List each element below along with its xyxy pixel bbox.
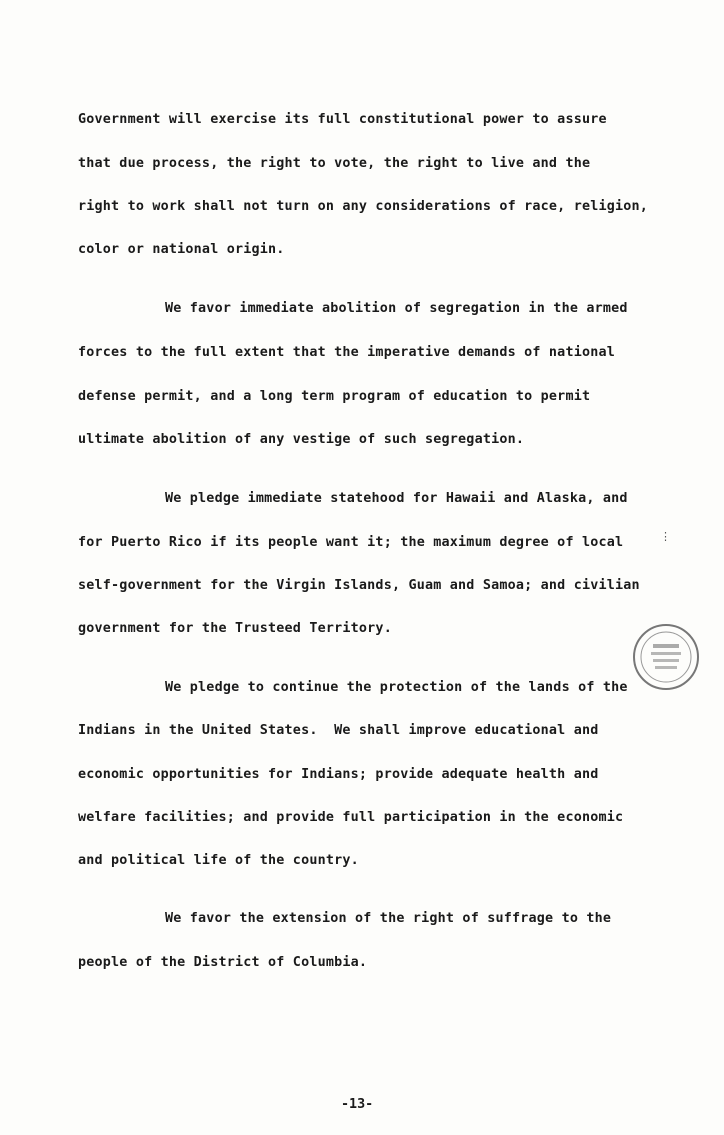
paragraph-3-line-4: government for the Trusteed Territory. — [78, 621, 392, 636]
paragraph-4-line-2: Indians in the United States. We shall improve educational and — [78, 723, 599, 738]
paragraph-1-line-1: Government will exercise its full constitutional power to assure — [78, 112, 607, 127]
paragraph-3-line-2: for Puerto Rico if its people want it; the maximum degree of local — [78, 535, 624, 550]
paragraph-1-line-4: color or national origin. — [78, 242, 285, 257]
scan-mark: ⋮ — [660, 530, 671, 543]
paragraph-4-line-3: economic opportunities for Indians; provide adequate health and — [78, 767, 599, 782]
paragraph-5-line-1: We favor the extension of the right of suffrage to the — [165, 911, 612, 926]
paragraph-1-line-2: that due process, the right to vote, the right to live and the — [78, 156, 591, 171]
library-seal-stamp — [631, 622, 701, 692]
paragraph-3-line-1: We pledge immediate statehood for Hawaii and Alaska, and — [165, 491, 628, 506]
page-number: -13- — [341, 1097, 374, 1112]
paragraph-4-line-5: and political life of the country. — [78, 853, 359, 868]
paragraph-4-line-1: We pledge to continue the protection of the lands of the — [165, 680, 628, 695]
paragraph-5-line-2: people of the District of Columbia. — [78, 955, 368, 970]
paragraph-3-line-3: self-government for the Virgin Islands, Guam and Samoa; and civilian — [78, 578, 640, 593]
paragraph-2-line-4: ultimate abolition of any vestige of such segregation. — [78, 432, 525, 447]
paragraph-2-line-1: We favor immediate abolition of segregation in the armed — [165, 301, 628, 316]
paragraph-4-line-4: welfare facilities; and provide full participation in the economic — [78, 810, 624, 825]
paragraph-2-line-3: defense permit, and a long term program of education to permit — [78, 389, 591, 404]
paragraph-2-line-2: forces to the full extent that the imperative demands of national — [78, 345, 616, 360]
paragraph-1-line-3: right to work shall not turn on any considerations of race, religion, — [78, 199, 649, 214]
